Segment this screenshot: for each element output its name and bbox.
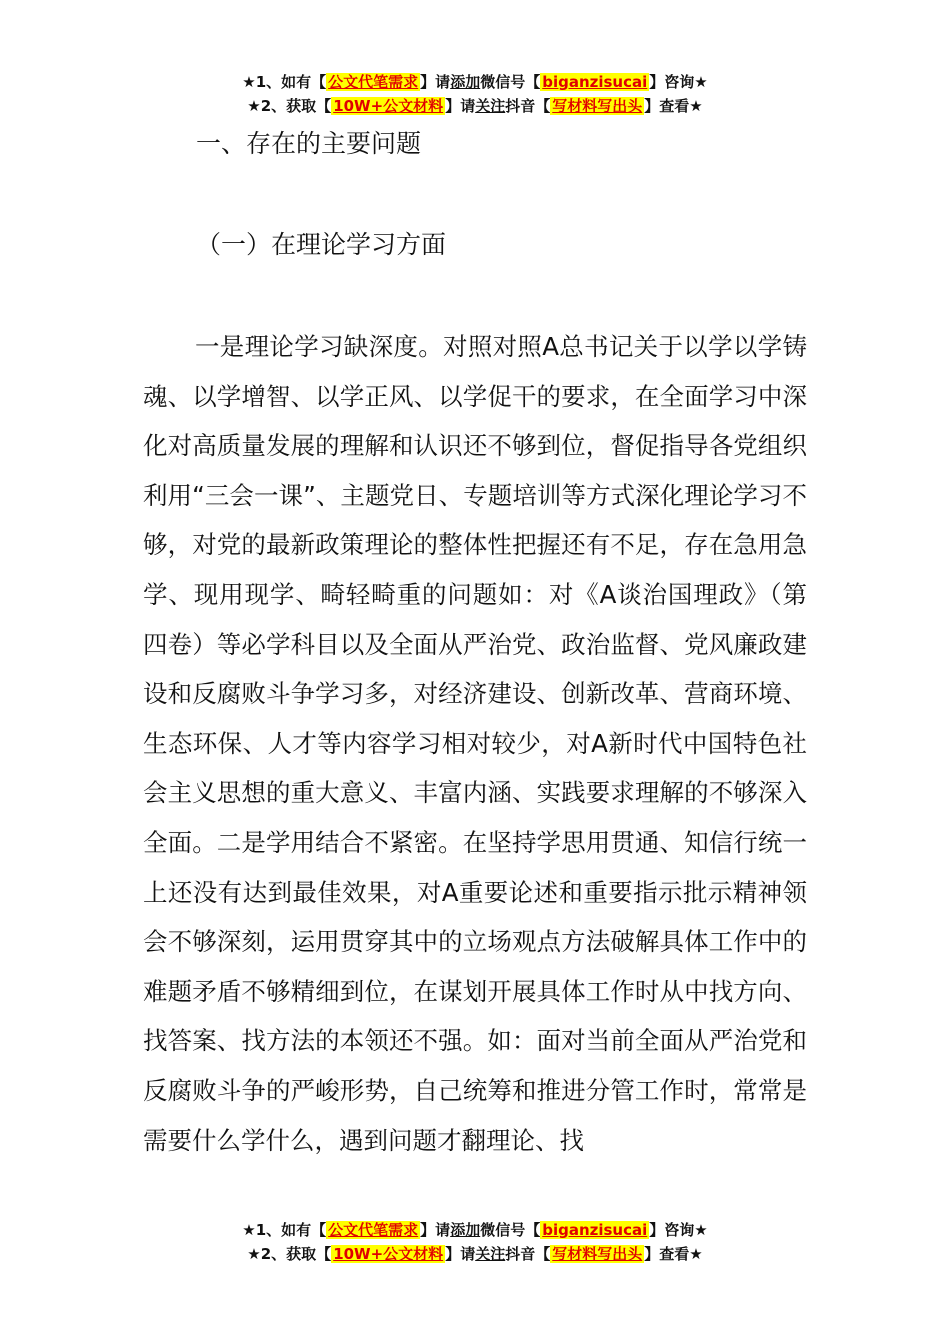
banner-emphasis: 关注 — [475, 1245, 506, 1263]
banner-line-2 — [0, 94, 950, 118]
banner-text: 微信号【 — [480, 1221, 541, 1239]
banner-line-1 — [0, 70, 950, 94]
banner-highlight: biganzisucai — [542, 1221, 648, 1239]
banner-text: 抖音【 — [505, 1245, 551, 1263]
banner-highlight: 10W+公文材料 — [333, 97, 444, 115]
banner-highlight: 写材料写出头 — [552, 97, 643, 115]
banner-highlight: 公文代笔需求 — [328, 1221, 419, 1239]
banner-line-1 — [0, 1218, 950, 1242]
header-banner — [0, 70, 950, 118]
banner-text: 】查看★ — [644, 97, 703, 115]
banner-text: 微信号【 — [480, 73, 541, 91]
banner-line-2 — [0, 1242, 950, 1266]
banner-text: ★1、如有【 — [242, 73, 327, 91]
banner-highlight: 写材料写出头 — [552, 1245, 643, 1263]
banner-text: 】请 — [420, 73, 451, 91]
banner-emphasis: 关注 — [475, 97, 506, 115]
banner-text: ★1、如有【 — [242, 1221, 327, 1239]
banner-text: 】查看★ — [644, 1245, 703, 1263]
footer-banner — [0, 1218, 950, 1266]
banner-text: 】请 — [445, 97, 476, 115]
banner-text: 抖音【 — [505, 97, 551, 115]
section-heading: 一、存在的主要问题 — [196, 129, 422, 158]
banner-text: 】咨询★ — [649, 73, 708, 91]
banner-highlight: 公文代笔需求 — [328, 73, 419, 91]
banner-highlight: biganzisucai — [542, 73, 648, 91]
banner-emphasis: 添加 — [450, 1221, 481, 1239]
banner-emphasis: 添加 — [450, 73, 481, 91]
banner-highlight: 10W+公文材料 — [333, 1245, 444, 1263]
banner-text: 】请 — [445, 1245, 476, 1263]
banner-text: ★2、获取【 — [247, 1245, 332, 1263]
banner-text: 】请 — [420, 1221, 451, 1239]
body-paragraph: 一是理论学习缺深度。对照对照A总书记关于以学以学铸魂、以学增智、以学正风、以学促干的要求，在全面学习中深化对高质量发展的理解和认识还不够到位，督促指导各党组织利用“三会一课”、主题党日、专题培训等方式深化理论学习不够，对党的最新政策理论的整体性把握还有不足，存在急用急学、现用现学、畸轻畸重的问题如：对《A谈治国理政》（第四卷）等必学科目以及全面从严治党、政治监督、党风廉政建设和反腐败斗争学习多，对经济建设、创新改革、营商环境、生态环保、人才等内容学习相对较少，对A新时代中国特色社会主义思想的重大意义、丰富内涵、实践要求理解的不够深入全面。二是学用结合不紧密。在坚持学思用贯通、知信行统一上还没有达到最佳效果，对A重要论述和重要指示批示精神领会不够深刻，运用贯穿其中的立场观点方法破解具体工作中的难题矛盾不够精细到位，在谋划开展具体工作时从中找方向、找答案、找方法的本领还不强。如：面对当前全面从严治党和反腐败斗争的严峻形势，自己统筹和推进分管工作时，常常是需要什么学什么，遇到问题才翻理论、找 — [143, 332, 807, 1155]
banner-text: ★2、获取【 — [247, 97, 332, 115]
banner-text: 】咨询★ — [649, 1221, 708, 1239]
document-body — [143, 322, 807, 1165]
subsection-heading: （一）在理论学习方面 — [196, 230, 447, 259]
